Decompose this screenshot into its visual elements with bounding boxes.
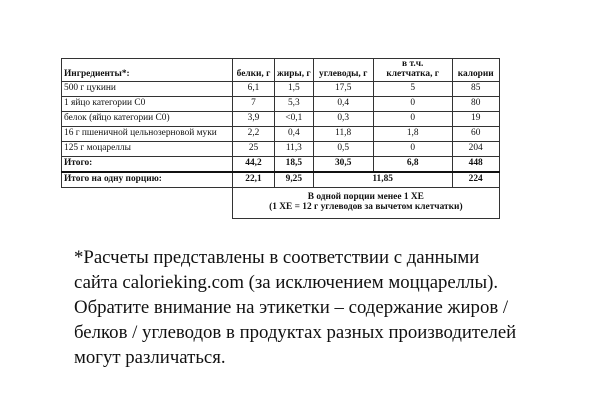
row-name: 1 яйцо категории С0: [62, 96, 233, 111]
row-calories: 80: [452, 96, 499, 111]
footnote-line4: белков / углеводов в продуктах разных производителей: [74, 322, 517, 343]
total-carbs: 30,5: [313, 156, 373, 172]
row-name: 125 г моцареллы: [62, 141, 233, 156]
row-fat: 11,3: [275, 141, 314, 156]
row-protein: 6,1: [233, 81, 275, 96]
total-fiber: 6,8: [373, 156, 452, 172]
row-name: 500 г цукини: [62, 81, 233, 96]
row-carbs: 11,8: [313, 126, 373, 141]
row-fat: 1,5: [275, 81, 314, 96]
row-carbs: 0,3: [313, 111, 373, 126]
row-carbs: 17,5: [313, 81, 373, 96]
portion-protein: 22,1: [233, 172, 275, 188]
footnote-line5: могут различаться.: [74, 347, 226, 368]
row-fiber: 1,8: [373, 126, 452, 141]
footnote-line1: *Расчеты представлены в соответствии с данными: [74, 247, 480, 268]
header-calories: калории: [452, 59, 499, 82]
header-fiber: [373, 59, 452, 82]
note-line1: В одной порции менее 1 ХЕ: [307, 191, 424, 202]
total-calories: 448: [452, 156, 499, 172]
header-protein: белки, г: [233, 59, 275, 82]
per-portion-row: [62, 172, 500, 188]
row-fat: 5,3: [275, 96, 314, 111]
row-fiber: 0: [373, 111, 452, 126]
row-protein: 25: [233, 141, 275, 156]
footnote-line2: сайта calorieking.com (за исключением моццареллы).: [74, 272, 499, 293]
row-calories: 19: [452, 111, 499, 126]
row-fiber: 0: [373, 96, 452, 111]
total-row: [62, 156, 500, 172]
header-fiber-line2: клетчатка, г: [386, 68, 440, 79]
row-calories: 85: [452, 81, 499, 96]
total-protein: 44,2: [233, 156, 275, 172]
table-row: [62, 141, 500, 156]
row-protein: 3,9: [233, 111, 275, 126]
portion-net-carbs: 11,85: [313, 172, 452, 188]
total-label: Итого:: [62, 156, 233, 172]
footnote-line3: Обратите внимание на этикетки – содержание жиров /: [74, 297, 509, 318]
table-header-row: [62, 59, 500, 82]
row-calories: 60: [452, 126, 499, 141]
row-name: белок (яйцо категории С0): [62, 111, 233, 126]
table-row: [62, 126, 500, 141]
row-carbs: 0,4: [313, 96, 373, 111]
header-fiber-line1: в т.ч.: [402, 59, 424, 69]
bread-unit-note: [233, 187, 500, 218]
table-row: [62, 81, 500, 96]
table-row: [62, 111, 500, 126]
footnote: [74, 245, 590, 370]
portion-calories: 224: [452, 172, 499, 188]
row-protein: 2,2: [233, 126, 275, 141]
total-fat: 18,5: [275, 156, 314, 172]
header-ingredients: Ингредиенты*:: [62, 59, 233, 82]
nutrition-table: [61, 58, 500, 219]
row-carbs: 0,5: [313, 141, 373, 156]
row-calories: 204: [452, 141, 499, 156]
row-fat: 0,4: [275, 126, 314, 141]
note-line2: (1 ХЕ = 12 г углеводов за вычетом клетчатки): [269, 201, 463, 212]
row-fat: <0,1: [275, 111, 314, 126]
row-fiber: 5: [373, 81, 452, 96]
header-carbs: углеводы, г: [313, 59, 373, 82]
header-fat: жиры, г: [275, 59, 314, 82]
bread-unit-note-row: [62, 187, 500, 218]
portion-label: Итого на одну порцию:: [62, 172, 233, 188]
row-protein: 7: [233, 96, 275, 111]
table-row: [62, 96, 500, 111]
row-fiber: 0: [373, 141, 452, 156]
row-name: 16 г пшеничной цельнозерновой муки: [62, 126, 233, 141]
portion-fat: 9,25: [275, 172, 314, 188]
note-spacer: [62, 187, 233, 218]
